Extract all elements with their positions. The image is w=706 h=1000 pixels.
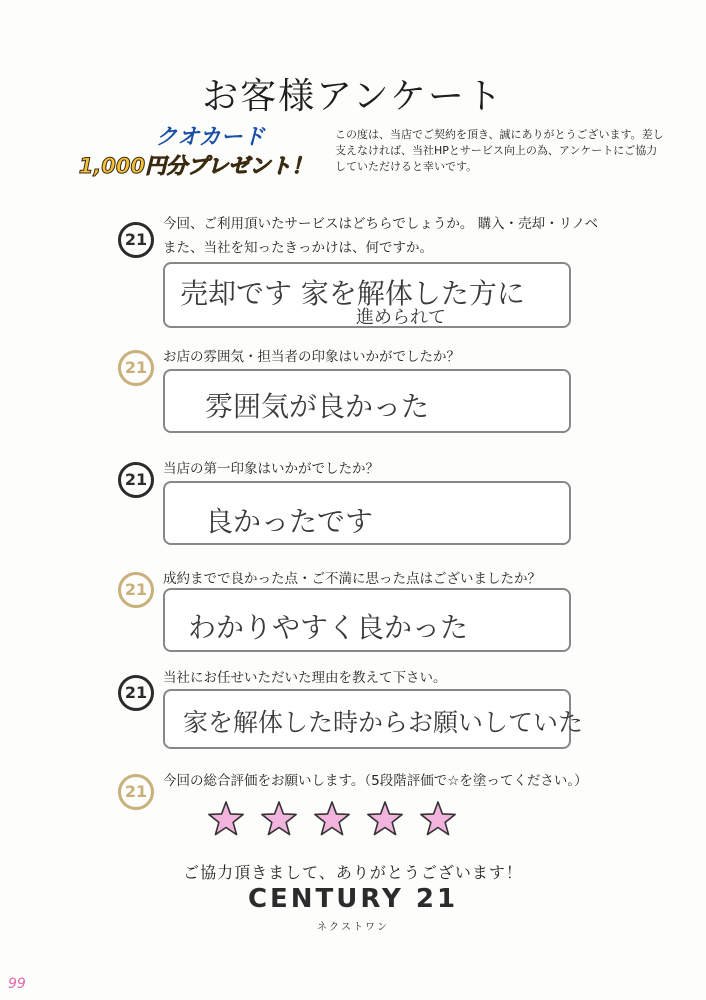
question-2: お店の雰囲気・担当者の印象はいかがでしたか？ [163, 349, 460, 365]
page-number: 99 [8, 976, 26, 992]
century21-logo-icon: 21 [118, 675, 154, 711]
century21-logo-icon: 21 [118, 462, 154, 498]
intro-text: この度は、当店でご契約を頂き、誠にありがとうございます。差し支えなければ、当社HPとサービス向上の為、アンケートにご協力していただけると幸いです。 [335, 128, 664, 173]
rating-stars[interactable] [207, 800, 457, 838]
thanks-text: ご協力頂きまして、ありがとうございます！ [183, 863, 523, 882]
brand-subtitle: ネクストワン [317, 922, 389, 933]
answer-5: 家を解体した時からお願いしていた [183, 708, 584, 737]
century21-logo-icon: 21 [118, 774, 154, 810]
century21-logo-icon: 21 [118, 572, 154, 608]
century21-logo-icon: 21 [118, 222, 154, 258]
question-1-line2: また、当社を知ったきっかけは、何ですか。 [163, 240, 433, 256]
question-6: 今回の総合評価をお願いします。（5段階評価で☆を塗ってください。） [163, 773, 588, 789]
answer-4: わかりやすく良かった [188, 611, 469, 644]
century21-logo-icon: 21 [118, 350, 154, 386]
question-4: 成約までで良かった点・ご不満に思った点はございましたか？ [163, 571, 541, 587]
question-1-line1: 今回、ご利用頂いたサービスはどちらでしょうか。 購入・売却・リノベ [163, 216, 599, 232]
star-icon[interactable] [260, 800, 298, 838]
question-5: 当社にお任せいただいた理由を教えて下さい。 [163, 670, 447, 686]
answer-1-line1: 売却です 家を解体した方に [180, 277, 525, 310]
question-3: 当店の第一印象はいかがでしたか？ [163, 461, 379, 477]
brand-logo: CENTURY 21 [247, 884, 459, 914]
promo-quo-card: クオカード [155, 125, 265, 150]
star-icon[interactable] [313, 800, 351, 838]
page-title: お客様アンケート [202, 76, 504, 117]
star-icon[interactable] [207, 800, 245, 838]
promo-present: 1,000円分プレゼント！ [78, 154, 313, 178]
star-icon[interactable] [366, 800, 404, 838]
answer-3: 良かったです [205, 505, 374, 538]
answer-1-line2: 進められて [356, 307, 446, 328]
answer-2: 雰囲気が良かった [205, 390, 430, 423]
star-icon[interactable] [419, 800, 457, 838]
